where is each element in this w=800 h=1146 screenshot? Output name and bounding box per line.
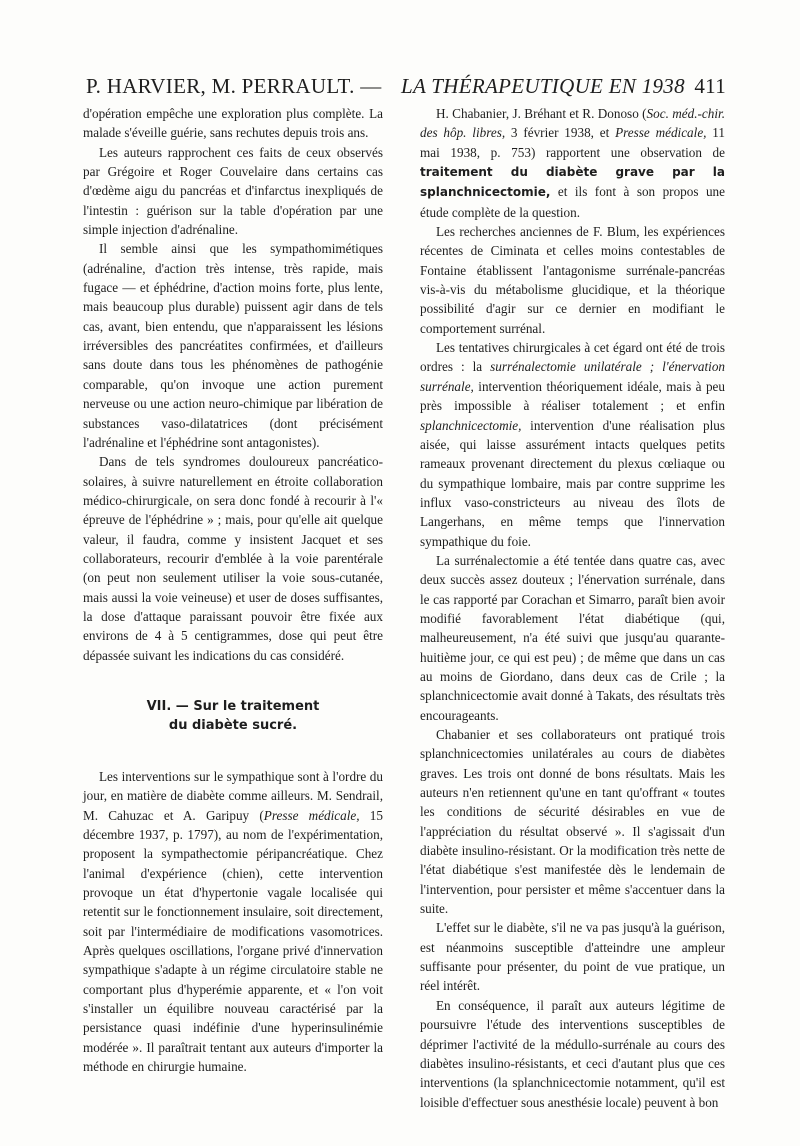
running-header — [86, 74, 726, 102]
emphasis-bold: traitement du diabète grave par la splanchnicectomie, — [420, 165, 725, 200]
text-run: 3 février 1938, et — [505, 125, 616, 141]
paragraph — [420, 104, 725, 222]
citation-journal: Presse médicale, — [263, 807, 360, 823]
header-title: LA THÉRAPEUTIQUE EN 1938 — [401, 74, 685, 98]
paragraph: La surrénalectomie a été tentée dans quatre cas, avec deux succès assez douteux ; l'énervation surrénale, dans le cas rapporté par Corachan et Simarro, paraît bien avoir modifié favorablement l'état diabétique (qui, malheureusement, n'a été suivi que jusqu'au quarante-huitième jour, ce qui est peu) ; de même que dans un cas au moins de Giordano, dans deux cas de Crile ; la splanchnicectomie avait donné à Takats, des résultats très encourageants. — [420, 552, 725, 723]
text-run: 11 mai 1938, p. 753) rapportent une observation de — [420, 125, 725, 160]
left-column — [83, 104, 383, 1076]
header-authors: P. HARVIER, M. PERRAULT. — — [86, 74, 382, 98]
citation-journal: Presse médicale, — [615, 125, 707, 141]
paragraph: Il semble ainsi que les sympathomimétiques (adrénaline, d'action très intense, très rapide, mais fugace — et éphédrine, d'action moins forte, plus lente, mais beaucoup plus durable) puissent agir dans de tels cas, avant, bien entendu, que n'apparaissent les lésions irréversibles des pancréatites confirmées, et d'ailleurs sans doute dans tous les phénomènes de pathogénie comparable, qu'on invoque une action purement nerveuse ou une action neuro-chimique par libération de substances vaso-dilatatrices (dont précisément l'adrénaline et l'éphédrine sont antagonistes). — [83, 241, 383, 450]
section-heading-line: du diabète sucré. — [168, 717, 298, 733]
text-run: et ils font à son propos une étude complète de la question. — [420, 184, 725, 220]
citation-journal: Soc. méd.-chir. des hôp. libres, — [420, 106, 725, 141]
paragraph — [420, 338, 725, 551]
paragraph: Les auteurs rapprochent ces faits de ceux observés par Grégoire et Roger Couvelaire dans certains cas d'œdème aigu du pancréas et d'infarctus inexpliqués de l'intestin : guérison sur la table d'opération par une simple injection d'adrénaline. — [83, 144, 383, 238]
right-column — [420, 104, 725, 1112]
paragraph: En conséquence, il paraît aux auteurs légitime de poursuivre l'étude des interventions susceptibles de déprimer l'activité de la médullo-surrénale au cours des diabètes insulino-résistants, et ceci d'autant plus que ces interventions (la splanchnicectomie notamment, qu'il est loisible d'effectuer sous anesthésie locale) peuvent à bon — [420, 997, 725, 1110]
paragraph: Les recherches anciennes de F. Blum, les expériences récentes de Ciminata et celles moins contestables de Fontaine établissent l'antagonisme surrénale-pancréas vis-à-vis du métabolisme glucidique, et la théorique possibilité d'agir sur ce dernier en modifiant le comportement surrénal. — [420, 224, 725, 336]
text-run: 15 décembre 1937, p. 1797), au nom de l'expérimentation, proposent la sympathectomie péripancréatique. Chez l'animal d'expérience (chien), cette intervention provoque un état d'hypertonie vagale localisée qui retentit sur le fonctionnement insulaire, soit directement, soit par l'intermédiaire de modifications vasomotrices. Après quelques oscillations, l'organe privé d'innervation sympathique s'adapte à un régime circulatoire stable ne comportant plus d'hyperémie apparente, et « l'on voit s'installer un équilibre nouveau caractérisé par la persistance quasi indéfinie d'une hyperinsulinémie modérée ». Il paraîtrait tentant aux auteurs d'importer la méthode en chirurgie humaine. — [83, 807, 383, 1075]
page-number: 411 — [694, 74, 726, 98]
text-run: intervention théoriquement idéale, mais à peu près impossible à réaliser totalement ; et enfin — [420, 378, 725, 414]
paragraph — [83, 767, 383, 1077]
paragraph: L'effet sur le diabète, s'il ne va pas jusqu'à la guérison, est néanmoins susceptible d'atteindre une ampleur suffisante pour présenter, du point de vue pratique, un réel intérêt. — [420, 920, 725, 994]
paragraph: Chabanier et ses collaborateurs ont pratiqué trois splanchnicectomies unilatérales au cours de diabètes graves. Les trois ont donné de bons résultats. Mais les auteurs n'en retiennent qu'une en tant qu'offrant « toutes les conditions de sécurité désirables en vue de l'appréciation du résultat observé ». Il s'agissait d'un diabète insulino-résistant. Or la modification très nette de l'état diabétique s'est manifestée dès le lendemain de l'intervention, pour persister et même s'accentuer dans la suite. — [420, 727, 725, 917]
text-run: Les interventions sur le sympathique sont à l'ordre du jour, en matière de diabète comme ailleurs. M. Sendrail, M. Cahuzac et A. Garipuy ( — [83, 768, 383, 823]
section-heading — [83, 697, 383, 735]
text-run: intervention d'une réalisation plus aisée, qui laisse assurément intacts quelques petits rameaux provenant directement du plexus cœliaque ou du sympathique lombaire, mais par contre supprime les influx vaso-constricteurs au niveau des îlots de Langerhans, en même temps que l'innervation sympathique du foie. — [420, 417, 725, 549]
text-run: H. Chabanier, J. Bréhant et R. Donoso ( — [436, 106, 647, 121]
emphasis-italic: surrénalectomie unilatérale ; l'énervation surrénale, — [420, 359, 726, 394]
paragraph: d'opération empêche une exploration plus complète. La malade s'éveille guérie, sans rechutes depuis trois ans. — [83, 106, 383, 141]
text-run: Les tentatives chirurgicales à cet égard ont été de trois ordres : la — [420, 340, 725, 375]
emphasis-italic: splanchnicectomie, — [420, 417, 522, 433]
section-heading-line: VII. — Sur le traitement — [146, 698, 320, 714]
paragraph: Dans de tels syndromes douloureux pancréatico-solaires, à suivre naturellement en étroite collaboration médico-chirurgicale, on sera donc fondé à recourir à l'« épreuve de l'éphédrine » ; mais, pour qu'elle ait quelque valeur, il faudra, comme y insistent Jacquet et ses collaborateurs, recourir d'emblée à la voie parentérale (on peut non seulement utiliser la voie sous-cutanée, mais aussi la voie veineuse) et user de doses suffisantes, la dose d'attaque paraissant pouvoir être fixée aux environs de 4 à 5 centigrammes, dose qui peut être dépassée suivant les indications du cas considéré. — [83, 454, 383, 663]
